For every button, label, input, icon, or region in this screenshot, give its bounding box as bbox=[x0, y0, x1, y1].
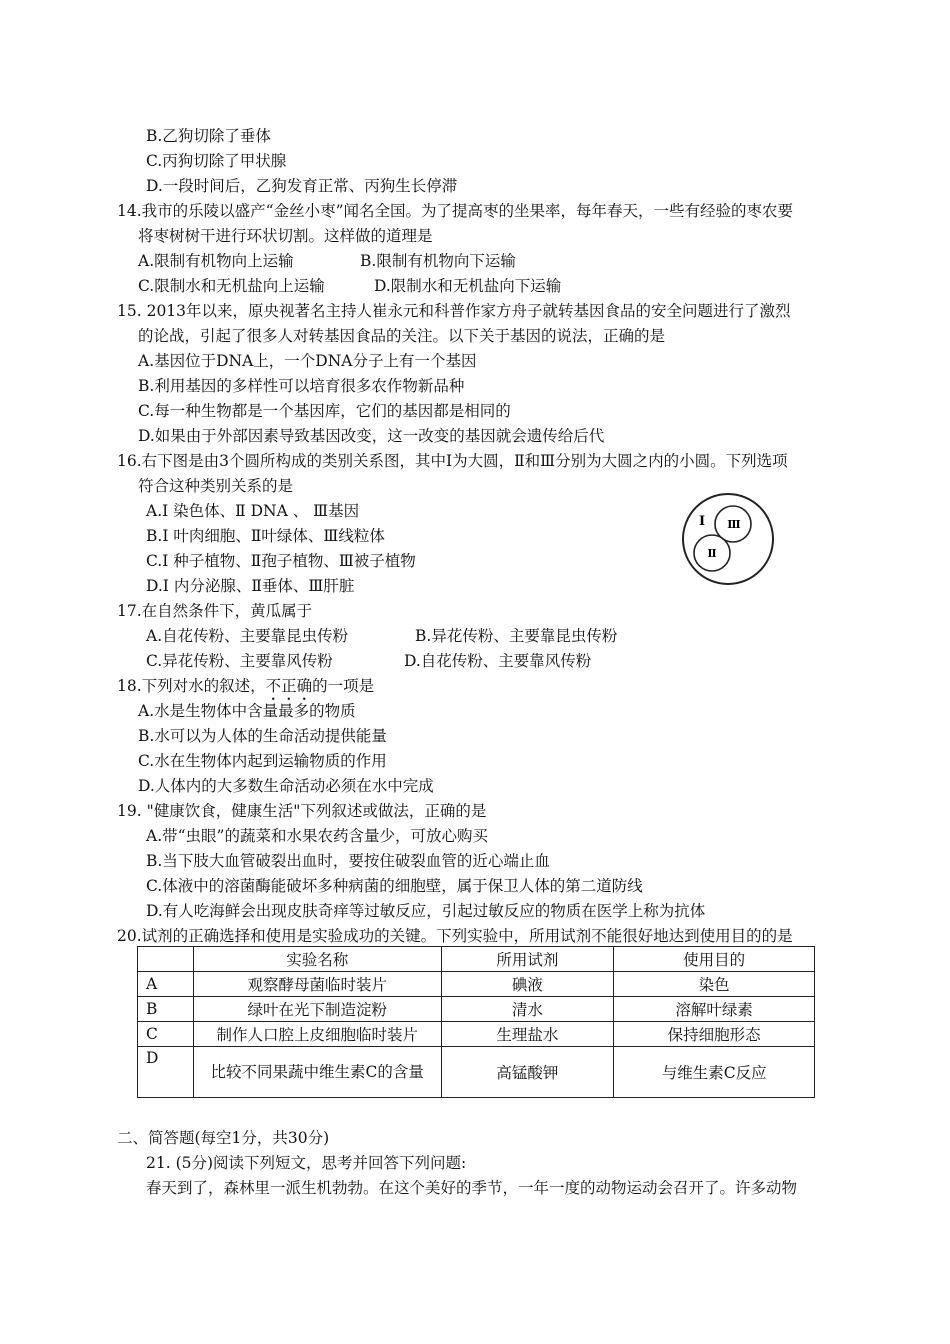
table-cell: C bbox=[138, 1022, 194, 1047]
label-small-2: Ⅱ bbox=[707, 547, 717, 560]
q15-option-a: A.基因位于DNA上，一个DNA分子上有一个基因 bbox=[138, 352, 477, 370]
category-relationship-diagram bbox=[668, 492, 788, 588]
q19-option-a: A.带“虫眼”的蔬菜和水果农药含量少，可放心购买 bbox=[146, 827, 488, 845]
table-cell: B bbox=[138, 997, 194, 1022]
q14-option-c: C.限制水和无机盐向上运输 bbox=[138, 277, 325, 295]
q17-option-d: D.自花传粉、主要靠风传粉 bbox=[404, 652, 592, 670]
q13-option-c: C.丙狗切除了甲状腺 bbox=[146, 152, 287, 170]
section2-title: 二、简答题(每空1分，共30分) bbox=[117, 1129, 330, 1147]
q19-option-b: B.当下肢大血管破裂出血时，要按住破裂血管的近心端止血 bbox=[146, 852, 550, 870]
q15-option-d: D.如果由于外部因素导致基因改变，这一改变的基因就会遗传给后代 bbox=[138, 427, 605, 445]
q18-stem-emphasis: 不正确 bbox=[265, 677, 313, 695]
q14-option-b: B.限制有机物向下运输 bbox=[360, 252, 516, 270]
q17-option-a: A.自花传粉、主要靠昆虫传粉 bbox=[146, 627, 349, 645]
q21-passage: 春天到了，森林里一派生机勃勃。在这个美好的季节，一年一度的动物运动会召开了。许多动物 bbox=[146, 1179, 798, 1197]
table-cell: 制作人口腔上皮细胞临时装片 bbox=[193, 1022, 441, 1047]
label-big: Ⅰ bbox=[698, 514, 706, 529]
q16-stem-line1: 16.右下图是由3个圆所构成的类别关系图，其中Ⅰ为大圆，Ⅱ和Ⅲ分别为大圆之内的小圆。下列选项 bbox=[117, 452, 788, 470]
table-row bbox=[138, 972, 815, 997]
table-cell: 观察酵母菌临时装片 bbox=[193, 972, 441, 997]
table-cell: 比较不同果蔬中维生素C的含量 bbox=[193, 1047, 441, 1098]
q16-stem-line2: 符合这种类别关系的是 bbox=[138, 477, 294, 495]
q13-option-b: B.乙狗切除了垂体 bbox=[146, 127, 271, 145]
q19-option-c: C.体液中的溶菌酶能破坏多种病菌的细胞壁，属于保卫人体的第二道防线 bbox=[146, 877, 643, 895]
table-cell: 与维生素C反应 bbox=[614, 1047, 815, 1098]
table-row bbox=[138, 1047, 815, 1098]
q18-stem bbox=[117, 676, 374, 696]
label-small-1: Ⅲ bbox=[727, 518, 741, 531]
table-cell: 保持细胞形态 bbox=[614, 1022, 815, 1047]
table-cell: 碘液 bbox=[441, 972, 614, 997]
table-cell: 染色 bbox=[614, 972, 815, 997]
table-header-cell: 使用目的 bbox=[614, 947, 815, 972]
q19-stem: 19. "健康饮食，健康生活"下列叙述或做法，正确的是 bbox=[117, 802, 487, 820]
table-cell: 生理盐水 bbox=[441, 1022, 614, 1047]
q15-stem-line1: 15. 2013年以来，原央视著名主持人崔永元和科普作家方舟子就转基因食品的安全问题进行了激烈 bbox=[117, 302, 791, 320]
q18-stem-post: 的一项是 bbox=[312, 677, 375, 695]
q18-option-a: A.水是生物体中含量最多的物质 bbox=[138, 702, 356, 720]
q19-option-d: D.有人吃海鲜会出现皮肤奇痒等过敏反应，引起过敏反应的物质在医学上称为抗体 bbox=[146, 902, 706, 920]
table-cell: 清水 bbox=[441, 997, 614, 1022]
q14-option-d: D.限制水和无机盐向下运输 bbox=[374, 277, 562, 295]
table-cell: 溶解叶绿素 bbox=[614, 997, 815, 1022]
table-cell: A bbox=[138, 972, 194, 997]
q13-option-d: D.一段时间后，乙狗发育正常、丙狗生长停滞 bbox=[146, 177, 458, 195]
q18-option-d: D.人体内的大多数生命活动必须在水中完成 bbox=[138, 777, 434, 795]
q16-option-b: B.Ⅰ 叶肉细胞、Ⅱ叶绿体、Ⅲ线粒体 bbox=[146, 527, 385, 545]
q15-option-c: C.每一种生物都是一个基因库，它们的基因都是相同的 bbox=[138, 402, 511, 420]
experiment-table bbox=[137, 946, 815, 1098]
q16-option-a: A.Ⅰ 染色体、Ⅱ DNA 、 Ⅲ基因 bbox=[146, 502, 360, 520]
q18-option-c: C.水在生物体内起到运输物质的作用 bbox=[138, 752, 387, 770]
table-cell: 高锰酸钾 bbox=[441, 1047, 614, 1098]
q18-option-b: B.水可以为人体的生命活动提供能量 bbox=[138, 727, 387, 745]
q15-stem-line2: 的论战，引起了很多人对转基因食品的关注。以下关于基因的说法，正确的是 bbox=[138, 327, 666, 345]
q14-stem-line2: 将枣树树干进行环状切割。这样做的道理是 bbox=[138, 227, 433, 245]
table-header-cell: 实验名称 bbox=[193, 947, 441, 972]
table-cell: D bbox=[138, 1047, 194, 1098]
table-cell: 绿叶在光下制造淀粉 bbox=[193, 997, 441, 1022]
table-header-cell bbox=[138, 947, 194, 972]
table-row bbox=[138, 997, 815, 1022]
q14-option-a: A.限制有机物向上运输 bbox=[138, 252, 294, 270]
q21-stem: 21. (5分)阅读下列短文，思考并回答下列问题: bbox=[146, 1154, 467, 1172]
q17-option-c: C.异花传粉、主要靠风传粉 bbox=[146, 652, 333, 670]
q18-stem-pre: 18.下列对水的叙述， bbox=[117, 677, 266, 695]
table-row bbox=[138, 1022, 815, 1047]
q14-stem-line1: 14.我市的乐陵以盛产“金丝小枣”闻名全国。为了提高枣的坐果率，每年春天，一些有经验的枣农要 bbox=[117, 202, 794, 220]
table-header-cell: 所用试剂 bbox=[441, 947, 614, 972]
q20-stem: 20.试剂的正确选择和使用是实验成功的关键。下列实验中，所用试剂不能很好地达到使用目的的是 bbox=[117, 927, 793, 945]
q17-stem: 17.在自然条件下，黄瓜属于 bbox=[117, 602, 313, 620]
q16-option-c: C.Ⅰ 种子植物、Ⅱ孢子植物、Ⅲ被子植物 bbox=[146, 552, 416, 570]
q15-option-b: B.利用基因的多样性可以培育很多农作物新品种 bbox=[138, 377, 465, 395]
table-header-row bbox=[138, 947, 815, 972]
q16-option-d: D.Ⅰ 内分泌腺、Ⅱ垂体、Ⅲ肝脏 bbox=[146, 577, 355, 595]
q17-option-b: B.异花传粉、主要靠昆虫传粉 bbox=[415, 627, 618, 645]
